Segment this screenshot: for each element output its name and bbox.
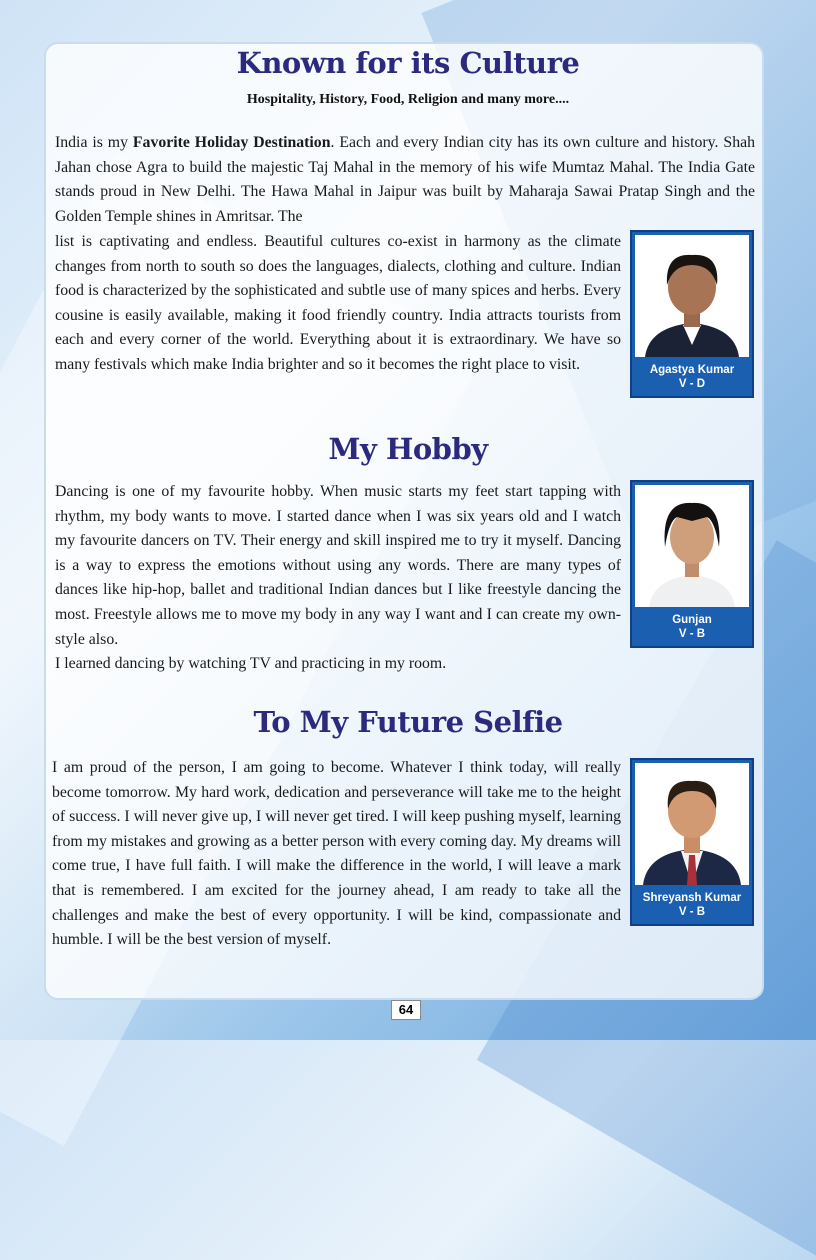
author-photo (635, 763, 749, 885)
author-photo (635, 235, 749, 357)
section-title-hobby: My Hobby (328, 432, 488, 466)
author-class: V - B (678, 906, 706, 918)
student-portrait-icon (635, 485, 749, 607)
student-portrait-icon (635, 235, 749, 357)
hobby-paragraph (55, 480, 621, 677)
section-title-culture: Known for its Culture (236, 46, 580, 80)
author-class: V - D (678, 378, 706, 390)
culture-paragraph-intro (55, 131, 755, 229)
author-caption (632, 610, 752, 646)
author-name: Gunjan (672, 614, 712, 626)
author-name: Agastya Kumar (649, 364, 735, 376)
author-card-gunjan (630, 480, 754, 648)
culture-text-bold: Favorite Holiday Destination (132, 134, 331, 151)
author-card-agastya (630, 230, 754, 398)
culture-text-post: . Each and every Indian city has its own culture and history. Shah Jahan chose Agra to build the majestic Taj Mahal in the memory of his wife Mumtaz Mahal. The India Gate stands proud in New Delhi. The Hawa Mahal in Jaipur was built by Maharaja Sawai Pratap Singh and the Golden Temple shines in Amritsar. The (55, 134, 755, 225)
author-caption (632, 888, 752, 924)
culture-text-pre: India is my (55, 134, 133, 151)
culture-text-cont: list is captivating and endless. Beautiful cultures co-exist in harmony as the climate changes from north to south so does the languages, dialects, clothing and culture. Indian food is characterized by the sophisticated and subtle use of many spices and herbs. Every cousine is easily available, making it food friendly country. India attracts tourists from each and every corner of the world. Everything about it is extraordinary. We have so many festivals which make India brighter and so it becomes the right place to visit. (55, 233, 621, 373)
culture-paragraph-body (55, 230, 621, 378)
hobby-text-2: I learned dancing by watching TV and practicing in my room. (55, 655, 447, 673)
page-number: 64 (391, 1000, 421, 1020)
future-text: I am proud of the person, I am going to become. Whatever I think today, will really become tomorrow. My hard work, dedication and perseverance will take me to the height of success. I will never give up, I will never get tired. I will keep pushing myself, learning from my mistakes and growing as a better person with every coming day. My dreams will come true, I have full faith. I will make the difference in the world, I will leave a mark that is remembered. I am excited for the journey ahead, I am ready to take all the challenges and make the best of every opportunity. I will be kind, compassionate and humble. I will be the best version of myself. (52, 759, 621, 949)
author-name: Shreyansh Kumar (642, 892, 742, 904)
section-subtitle-culture: Hospitality, History, Food, Religion and many more.... (246, 92, 570, 107)
author-photo (635, 485, 749, 607)
hobby-text: Dancing is one of my favourite hobby. When music starts my feet start tapping with rhythm, my body wants to move. I started dance when I was six years old and I watch my favourite dancers on TV. Their energy and skill inspired me to try it myself. Dancing is a way to express the emotions without using any words. There are many types of dances like hip-hop, ballet and traditional Indian dances but I like freestyle dancing the most. Freestyle allows me to move my body in any way I want and I can create my own-style also. (55, 483, 621, 648)
author-class: V - B (678, 628, 706, 640)
section-title-future: To My Future Selfie (253, 705, 563, 739)
future-paragraph (52, 756, 621, 953)
student-portrait-icon (635, 763, 749, 885)
author-card-shreyansh (630, 758, 754, 926)
author-caption (632, 360, 752, 396)
